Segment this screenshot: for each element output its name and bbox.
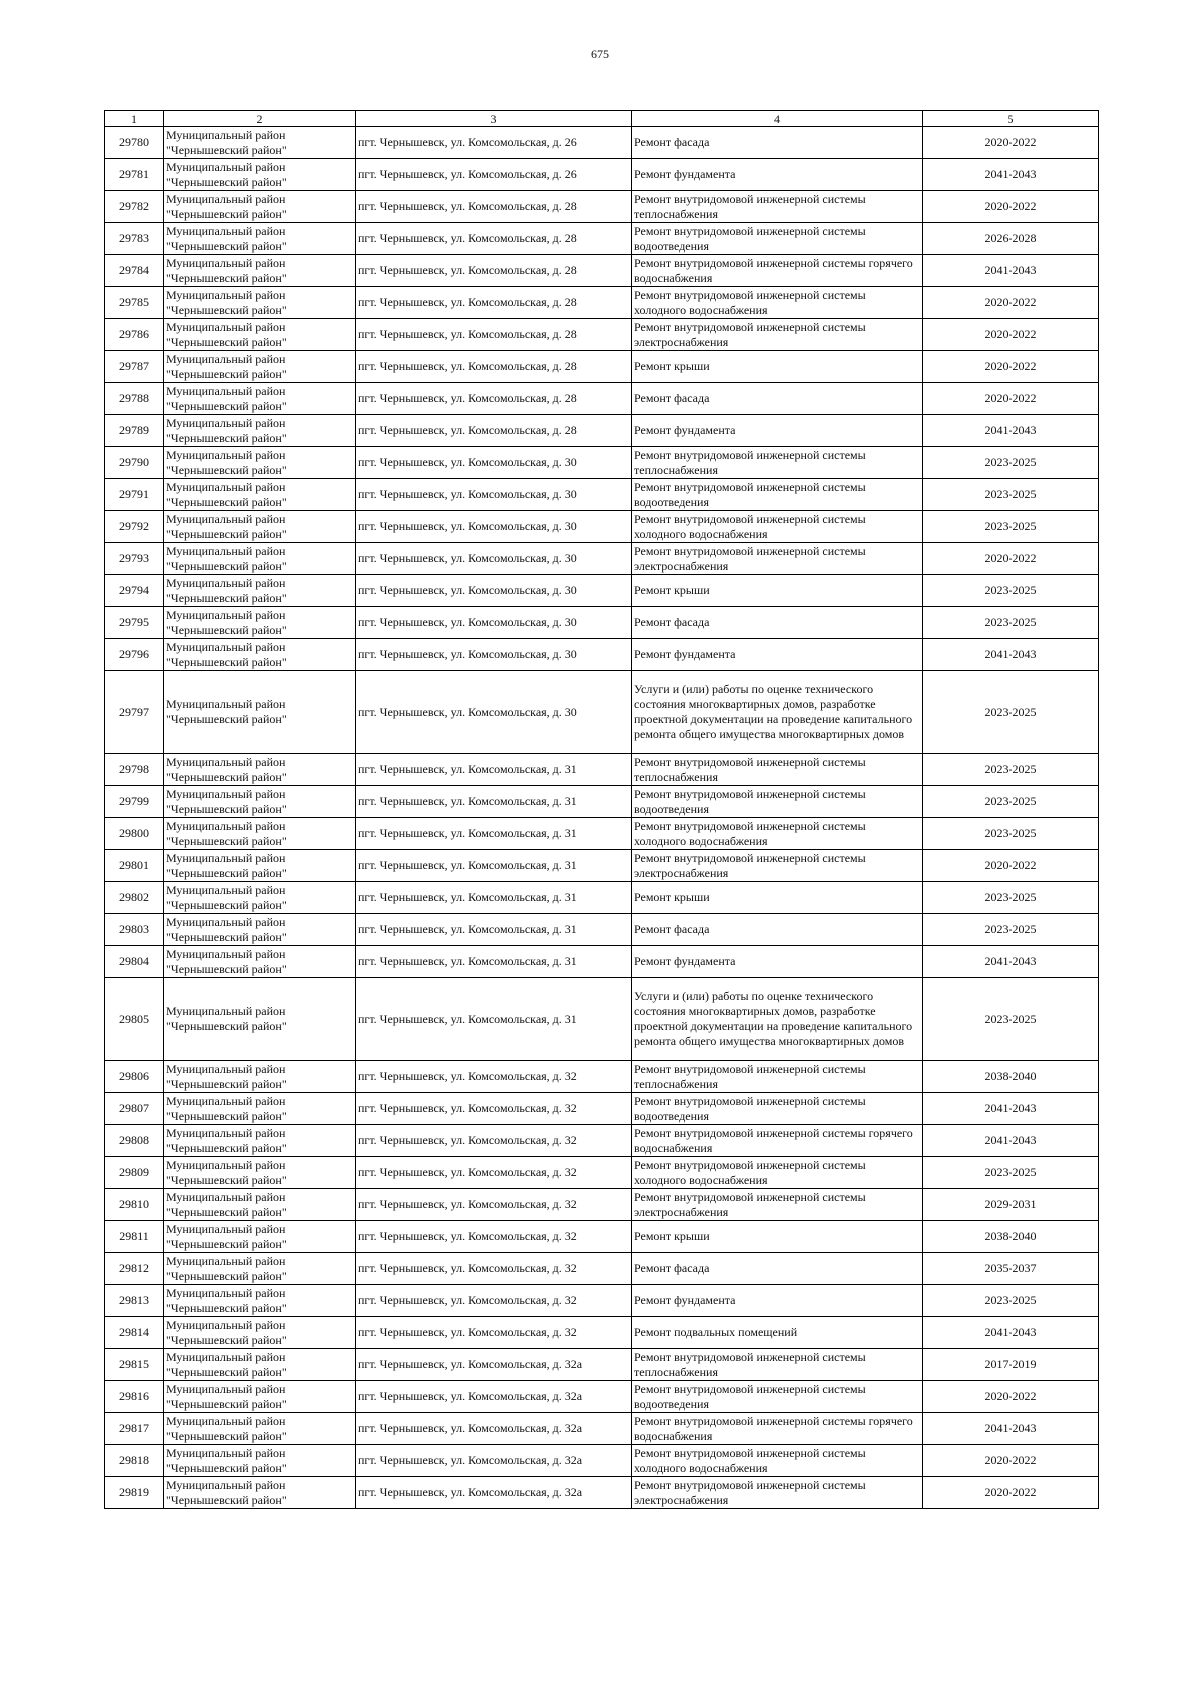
table-row	[105, 1413, 1099, 1445]
row-number-cell: 29783	[105, 223, 164, 255]
period-cell: 2023-2025	[923, 1157, 1099, 1189]
work-type-cell: Ремонт внутридомовой инженерной системы электроснабжения	[632, 850, 923, 882]
municipality-cell: Муниципальный район "Чернышевский район"	[164, 479, 356, 511]
row-number-cell: 29791	[105, 479, 164, 511]
work-type-cell: Ремонт внутридомовой инженерной системы электроснабжения	[632, 1189, 923, 1221]
table-row	[105, 575, 1099, 607]
address-cell: пгт. Чернышевск, ул. Комсомольская, д. 28	[356, 319, 632, 351]
table-row	[105, 850, 1099, 882]
row-number-cell: 29814	[105, 1317, 164, 1349]
municipality-cell: Муниципальный район "Чернышевский район"	[164, 607, 356, 639]
row-number-cell: 29780	[105, 127, 164, 159]
municipality-cell: Муниципальный район "Чернышевский район"	[164, 159, 356, 191]
row-number-cell: 29812	[105, 1253, 164, 1285]
work-type-cell: Ремонт внутридомовой инженерной системы холодного водоснабжения	[632, 511, 923, 543]
work-type-cell: Ремонт крыши	[632, 1221, 923, 1253]
municipality-cell: Муниципальный район "Чернышевский район"	[164, 415, 356, 447]
period-cell: 2020-2022	[923, 543, 1099, 575]
work-type-cell: Ремонт внутридомовой инженерной системы водоотведения	[632, 223, 923, 255]
municipality-cell: Муниципальный район "Чернышевский район"	[164, 1477, 356, 1509]
address-cell: пгт. Чернышевск, ул. Комсомольская, д. 32	[356, 1285, 632, 1317]
period-cell: 2038-2040	[923, 1061, 1099, 1093]
municipality-cell: Муниципальный район "Чернышевский район"	[164, 191, 356, 223]
address-cell: пгт. Чернышевск, ул. Комсомольская, д. 32	[356, 1253, 632, 1285]
table-row	[105, 818, 1099, 850]
table-row	[105, 1381, 1099, 1413]
work-type-cell: Ремонт внутридомовой инженерной системы холодного водоснабжения	[632, 287, 923, 319]
address-cell: пгт. Чернышевск, ул. Комсомольская, д. 32а	[356, 1445, 632, 1477]
address-cell: пгт. Чернышевск, ул. Комсомольская, д. 28	[356, 255, 632, 287]
period-cell: 2020-2022	[923, 850, 1099, 882]
address-cell: пгт. Чернышевск, ул. Комсомольская, д. 30	[356, 607, 632, 639]
row-number-cell: 29801	[105, 850, 164, 882]
address-cell: пгт. Чернышевск, ул. Комсомольская, д. 28	[356, 351, 632, 383]
table-row	[105, 287, 1099, 319]
municipality-cell: Муниципальный район "Чернышевский район"	[164, 1189, 356, 1221]
municipality-cell: Муниципальный район "Чернышевский район"	[164, 914, 356, 946]
work-type-cell: Ремонт подвальных помещений	[632, 1317, 923, 1349]
period-cell: 2020-2022	[923, 1445, 1099, 1477]
table-row	[105, 191, 1099, 223]
municipality-cell: Муниципальный район "Чернышевский район"	[164, 1125, 356, 1157]
table-row	[105, 351, 1099, 383]
municipality-cell: Муниципальный район "Чернышевский район"	[164, 1221, 356, 1253]
row-number-cell: 29785	[105, 287, 164, 319]
address-cell: пгт. Чернышевск, ул. Комсомольская, д. 30	[356, 479, 632, 511]
period-cell: 2023-2025	[923, 914, 1099, 946]
address-cell: пгт. Чернышевск, ул. Комсомольская, д. 31	[356, 818, 632, 850]
address-cell: пгт. Чернышевск, ул. Комсомольская, д. 32а	[356, 1477, 632, 1509]
municipality-cell: Муниципальный район "Чернышевский район"	[164, 1093, 356, 1125]
table-row	[105, 159, 1099, 191]
period-cell: 2035-2037	[923, 1253, 1099, 1285]
work-type-cell: Ремонт фасада	[632, 914, 923, 946]
work-type-cell: Ремонт внутридомовой инженерной системы холодного водоснабжения	[632, 1445, 923, 1477]
address-cell: пгт. Чернышевск, ул. Комсомольская, д. 30	[356, 511, 632, 543]
work-type-cell: Ремонт фундамента	[632, 415, 923, 447]
row-number-cell: 29796	[105, 639, 164, 671]
table-row	[105, 1349, 1099, 1381]
period-cell: 2017-2019	[923, 1349, 1099, 1381]
work-type-cell: Ремонт внутридомовой инженерной системы холодного водоснабжения	[632, 818, 923, 850]
period-cell: 2029-2031	[923, 1189, 1099, 1221]
address-cell: пгт. Чернышевск, ул. Комсомольская, д. 32	[356, 1189, 632, 1221]
work-type-cell: Ремонт крыши	[632, 575, 923, 607]
table-row	[105, 543, 1099, 575]
municipality-cell: Муниципальный район "Чернышевский район"	[164, 1445, 356, 1477]
address-cell: пгт. Чернышевск, ул. Комсомольская, д. 32а	[356, 1413, 632, 1445]
table-row	[105, 946, 1099, 978]
work-type-cell: Ремонт фасада	[632, 383, 923, 415]
row-number-cell: 29787	[105, 351, 164, 383]
address-cell: пгт. Чернышевск, ул. Комсомольская, д. 26	[356, 127, 632, 159]
municipality-cell: Муниципальный район "Чернышевский район"	[164, 383, 356, 415]
row-number-cell: 29807	[105, 1093, 164, 1125]
table-row	[105, 1445, 1099, 1477]
row-number-cell: 29808	[105, 1125, 164, 1157]
period-cell: 2023-2025	[923, 479, 1099, 511]
municipality-cell: Муниципальный район "Чернышевский район"	[164, 543, 356, 575]
row-number-cell: 29811	[105, 1221, 164, 1253]
work-type-cell: Ремонт внутридомовой инженерной системы горячего водоснабжения	[632, 1125, 923, 1157]
municipality-cell: Муниципальный район "Чернышевский район"	[164, 671, 356, 754]
period-cell: 2023-2025	[923, 882, 1099, 914]
municipality-cell: Муниципальный район "Чернышевский район"	[164, 319, 356, 351]
municipality-cell: Муниципальный район "Чернышевский район"	[164, 882, 356, 914]
municipality-cell: Муниципальный район "Чернышевский район"	[164, 1157, 356, 1189]
municipality-cell: Муниципальный район "Чернышевский район"	[164, 818, 356, 850]
table-row	[105, 1477, 1099, 1509]
address-cell: пгт. Чернышевск, ул. Комсомольская, д. 31	[356, 978, 632, 1061]
column-header: 5	[923, 111, 1099, 127]
period-cell: 2023-2025	[923, 447, 1099, 479]
table-row	[105, 255, 1099, 287]
period-cell: 2041-2043	[923, 946, 1099, 978]
row-number-cell: 29782	[105, 191, 164, 223]
municipality-cell: Муниципальный район "Чернышевский район"	[164, 850, 356, 882]
address-cell: пгт. Чернышевск, ул. Комсомольская, д. 30	[356, 447, 632, 479]
address-cell: пгт. Чернышевск, ул. Комсомольская, д. 28	[356, 383, 632, 415]
row-number-cell: 29789	[105, 415, 164, 447]
municipality-cell: Муниципальный район "Чернышевский район"	[164, 351, 356, 383]
address-cell: пгт. Чернышевск, ул. Комсомольская, д. 32	[356, 1317, 632, 1349]
work-type-cell: Ремонт внутридомовой инженерной системы теплоснабжения	[632, 191, 923, 223]
period-cell: 2041-2043	[923, 639, 1099, 671]
address-cell: пгт. Чернышевск, ул. Комсомольская, д. 28	[356, 191, 632, 223]
page-number: 675	[591, 47, 609, 61]
work-type-cell: Ремонт внутридомовой инженерной системы электроснабжения	[632, 543, 923, 575]
period-cell: 2023-2025	[923, 786, 1099, 818]
table-row	[105, 786, 1099, 818]
address-cell: пгт. Чернышевск, ул. Комсомольская, д. 32а	[356, 1381, 632, 1413]
period-cell: 2020-2022	[923, 191, 1099, 223]
period-cell: 2041-2043	[923, 1317, 1099, 1349]
municipality-cell: Муниципальный район "Чернышевский район"	[164, 639, 356, 671]
table-row	[105, 1285, 1099, 1317]
address-cell: пгт. Чернышевск, ул. Комсомольская, д. 32	[356, 1125, 632, 1157]
row-number-cell: 29793	[105, 543, 164, 575]
address-cell: пгт. Чернышевск, ул. Комсомольская, д. 30	[356, 671, 632, 754]
period-cell: 2020-2022	[923, 127, 1099, 159]
table-row	[105, 882, 1099, 914]
table-row	[105, 1253, 1099, 1285]
table-row	[105, 671, 1099, 754]
period-cell: 2026-2028	[923, 223, 1099, 255]
repair-schedule-table	[104, 110, 1099, 1509]
column-header: 1	[105, 111, 164, 127]
column-header: 4	[632, 111, 923, 127]
table-row	[105, 127, 1099, 159]
column-header: 3	[356, 111, 632, 127]
address-cell: пгт. Чернышевск, ул. Комсомольская, д. 28	[356, 287, 632, 319]
municipality-cell: Муниципальный район "Чернышевский район"	[164, 1349, 356, 1381]
period-cell: 2041-2043	[923, 255, 1099, 287]
municipality-cell: Муниципальный район "Чернышевский район"	[164, 255, 356, 287]
address-cell: пгт. Чернышевск, ул. Комсомольская, д. 30	[356, 543, 632, 575]
table-row	[105, 319, 1099, 351]
row-number-cell: 29802	[105, 882, 164, 914]
row-number-cell: 29817	[105, 1413, 164, 1445]
period-cell: 2023-2025	[923, 671, 1099, 754]
period-cell: 2023-2025	[923, 607, 1099, 639]
table-row	[105, 607, 1099, 639]
table-row	[105, 1221, 1099, 1253]
work-type-cell: Ремонт фундамента	[632, 639, 923, 671]
period-cell: 2023-2025	[923, 1285, 1099, 1317]
work-type-cell: Ремонт внутридомовой инженерной системы теплоснабжения	[632, 754, 923, 786]
work-type-cell: Ремонт внутридомовой инженерной системы холодного водоснабжения	[632, 1157, 923, 1189]
table-row	[105, 978, 1099, 1061]
work-type-cell: Ремонт внутридомовой инженерной системы теплоснабжения	[632, 447, 923, 479]
row-number-cell: 29809	[105, 1157, 164, 1189]
table-header-row	[105, 111, 1099, 127]
row-number-cell: 29795	[105, 607, 164, 639]
table-row	[105, 639, 1099, 671]
municipality-cell: Муниципальный район "Чернышевский район"	[164, 978, 356, 1061]
table-row	[105, 1157, 1099, 1189]
work-type-cell: Ремонт внутридомовой инженерной системы горячего водоснабжения	[632, 255, 923, 287]
row-number-cell: 29816	[105, 1381, 164, 1413]
work-type-cell: Ремонт фундамента	[632, 946, 923, 978]
period-cell: 2020-2022	[923, 383, 1099, 415]
row-number-cell: 29804	[105, 946, 164, 978]
address-cell: пгт. Чернышевск, ул. Комсомольская, д. 31	[356, 850, 632, 882]
work-type-cell: Ремонт внутридомовой инженерной системы горячего водоснабжения	[632, 1413, 923, 1445]
row-number-cell: 29810	[105, 1189, 164, 1221]
municipality-cell: Муниципальный район "Чернышевский район"	[164, 1061, 356, 1093]
period-cell: 2020-2022	[923, 351, 1099, 383]
period-cell: 2041-2043	[923, 1125, 1099, 1157]
address-cell: пгт. Чернышевск, ул. Комсомольская, д. 28	[356, 415, 632, 447]
work-type-cell: Услуги и (или) работы по оценке технического состояния многоквартирных домов, разработке проектной документации на проведение капитального ремонта общего имущества многоквартирных домов	[632, 978, 923, 1061]
row-number-cell: 29781	[105, 159, 164, 191]
period-cell: 2023-2025	[923, 511, 1099, 543]
table-row	[105, 1189, 1099, 1221]
municipality-cell: Муниципальный район "Чернышевский район"	[164, 786, 356, 818]
table-row	[105, 415, 1099, 447]
period-cell: 2041-2043	[923, 415, 1099, 447]
work-type-cell: Ремонт внутридомовой инженерной системы водоотведения	[632, 479, 923, 511]
period-cell: 2023-2025	[923, 978, 1099, 1061]
table-row	[105, 479, 1099, 511]
work-type-cell: Ремонт крыши	[632, 351, 923, 383]
work-type-cell: Ремонт фасада	[632, 127, 923, 159]
work-type-cell: Ремонт внутридомовой инженерной системы водоотведения	[632, 786, 923, 818]
row-number-cell: 29799	[105, 786, 164, 818]
municipality-cell: Муниципальный район "Чернышевский район"	[164, 127, 356, 159]
municipality-cell: Муниципальный район "Чернышевский район"	[164, 1413, 356, 1445]
row-number-cell: 29803	[105, 914, 164, 946]
municipality-cell: Муниципальный район "Чернышевский район"	[164, 1285, 356, 1317]
period-cell: 2020-2022	[923, 287, 1099, 319]
address-cell: пгт. Чернышевск, ул. Комсомольская, д. 32	[356, 1093, 632, 1125]
work-type-cell: Ремонт фасада	[632, 1253, 923, 1285]
period-cell: 2023-2025	[923, 575, 1099, 607]
address-cell: пгт. Чернышевск, ул. Комсомольская, д. 31	[356, 754, 632, 786]
municipality-cell: Муниципальный район "Чернышевский район"	[164, 1317, 356, 1349]
municipality-cell: Муниципальный район "Чернышевский район"	[164, 1381, 356, 1413]
address-cell: пгт. Чернышевск, ул. Комсомольская, д. 31	[356, 914, 632, 946]
municipality-cell: Муниципальный район "Чернышевский район"	[164, 511, 356, 543]
row-number-cell: 29818	[105, 1445, 164, 1477]
row-number-cell: 29798	[105, 754, 164, 786]
period-cell: 2041-2043	[923, 1093, 1099, 1125]
work-type-cell: Ремонт внутридомовой инженерной системы водоотведения	[632, 1093, 923, 1125]
table-row	[105, 383, 1099, 415]
municipality-cell: Муниципальный район "Чернышевский район"	[164, 946, 356, 978]
period-cell: 2041-2043	[923, 1413, 1099, 1445]
address-cell: пгт. Чернышевск, ул. Комсомольская, д. 32	[356, 1157, 632, 1189]
row-number-cell: 29806	[105, 1061, 164, 1093]
municipality-cell: Муниципальный район "Чернышевский район"	[164, 754, 356, 786]
work-type-cell: Ремонт фундамента	[632, 159, 923, 191]
address-cell: пгт. Чернышевск, ул. Комсомольская, д. 28	[356, 223, 632, 255]
work-type-cell: Ремонт внутридомовой инженерной системы электроснабжения	[632, 1477, 923, 1509]
work-type-cell: Услуги и (или) работы по оценке технического состояния многоквартирных домов, разработке проектной документации на проведение капитального ремонта общего имущества многоквартирных домов	[632, 671, 923, 754]
row-number-cell: 29788	[105, 383, 164, 415]
address-cell: пгт. Чернышевск, ул. Комсомольская, д. 30	[356, 639, 632, 671]
column-header: 2	[164, 111, 356, 127]
table-row	[105, 223, 1099, 255]
row-number-cell: 29813	[105, 1285, 164, 1317]
work-type-cell: Ремонт фундамента	[632, 1285, 923, 1317]
address-cell: пгт. Чернышевск, ул. Комсомольская, д. 31	[356, 882, 632, 914]
row-number-cell: 29794	[105, 575, 164, 607]
row-number-cell: 29819	[105, 1477, 164, 1509]
period-cell: 2023-2025	[923, 754, 1099, 786]
row-number-cell: 29790	[105, 447, 164, 479]
address-cell: пгт. Чернышевск, ул. Комсомольская, д. 32	[356, 1221, 632, 1253]
municipality-cell: Муниципальный район "Чернышевский район"	[164, 287, 356, 319]
work-type-cell: Ремонт крыши	[632, 882, 923, 914]
row-number-cell: 29786	[105, 319, 164, 351]
municipality-cell: Муниципальный район "Чернышевский район"	[164, 223, 356, 255]
period-cell: 2020-2022	[923, 1477, 1099, 1509]
row-number-cell: 29800	[105, 818, 164, 850]
work-type-cell: Ремонт внутридомовой инженерной системы электроснабжения	[632, 319, 923, 351]
municipality-cell: Муниципальный район "Чернышевский район"	[164, 1253, 356, 1285]
period-cell: 2020-2022	[923, 1381, 1099, 1413]
period-cell: 2041-2043	[923, 159, 1099, 191]
table-row	[105, 511, 1099, 543]
table-row	[105, 754, 1099, 786]
table-row	[105, 1061, 1099, 1093]
period-cell: 2038-2040	[923, 1221, 1099, 1253]
period-cell: 2023-2025	[923, 818, 1099, 850]
row-number-cell: 29805	[105, 978, 164, 1061]
address-cell: пгт. Чернышевск, ул. Комсомольская, д. 31	[356, 946, 632, 978]
address-cell: пгт. Чернышевск, ул. Комсомольская, д. 26	[356, 159, 632, 191]
address-cell: пгт. Чернышевск, ул. Комсомольская, д. 31	[356, 786, 632, 818]
municipality-cell: Муниципальный район "Чернышевский район"	[164, 447, 356, 479]
table-row	[105, 447, 1099, 479]
row-number-cell: 29797	[105, 671, 164, 754]
address-cell: пгт. Чернышевск, ул. Комсомольская, д. 32а	[356, 1349, 632, 1381]
table-row	[105, 1125, 1099, 1157]
table-row	[105, 1093, 1099, 1125]
row-number-cell: 29792	[105, 511, 164, 543]
municipality-cell: Муниципальный район "Чернышевский район"	[164, 575, 356, 607]
address-cell: пгт. Чернышевск, ул. Комсомольская, д. 30	[356, 575, 632, 607]
period-cell: 2020-2022	[923, 319, 1099, 351]
work-type-cell: Ремонт внутридомовой инженерной системы водоотведения	[632, 1381, 923, 1413]
table-row	[105, 1317, 1099, 1349]
work-type-cell: Ремонт внутридомовой инженерной системы теплоснабжения	[632, 1349, 923, 1381]
work-type-cell: Ремонт фасада	[632, 607, 923, 639]
table-row	[105, 914, 1099, 946]
row-number-cell: 29784	[105, 255, 164, 287]
row-number-cell: 29815	[105, 1349, 164, 1381]
work-type-cell: Ремонт внутридомовой инженерной системы теплоснабжения	[632, 1061, 923, 1093]
address-cell: пгт. Чернышевск, ул. Комсомольская, д. 32	[356, 1061, 632, 1093]
